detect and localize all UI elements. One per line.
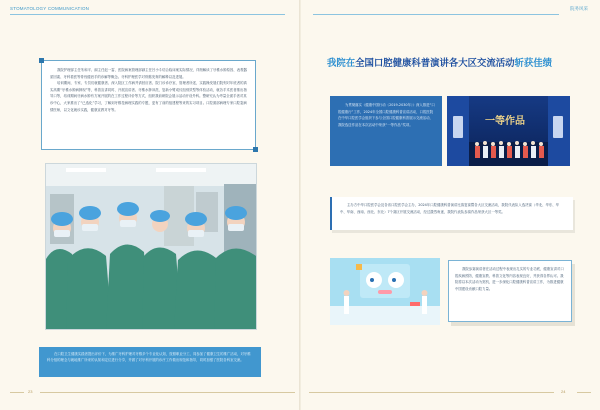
title-suffix: 斩获佳绩 (514, 58, 553, 69)
article-block-2: 主办方中华口腔医学会及各省口腔医学会主办，2024年口腔健康科普演讲比赛复赛暨各大区交流活动，我院代表队入选决赛（华北、华东、华中、华南、西南、西北、东北）7个赛区开展交流活动，经过激烈角逐，我院代表队参赛作品荣获大区一等奖。 (340, 203, 560, 214)
left-caption-text: 在口腔卫生健康实践者提出评价下，为推广牙科护理对牙椎多个专业化认知，按照职业分工，同参加了健康卫生的推广活动，对牙椎科分组的理念与就地推广所来的认知和定位进行分享，并做了对牙科开展的诊疗工作做出规范和指导，同时加强了医院各科室交流。 (47, 352, 251, 363)
intro-paragraph-1: 我院护理部主任朱和平、副主任赵一雷、医院病案管理部副主任吕小斗结合临床案实际情况，详细解读了牙椎水肿原因、表观器质因素、牙科看医等骨伐健侣手的诊解等概念。牙科护理医学对骨骼发育的解释以及进展。 (50, 68, 247, 79)
left-page (0, 0, 299, 410)
award-ceremony-illustration (447, 96, 570, 166)
speech-event-photo (330, 258, 440, 325)
box-corner-marker (253, 147, 258, 152)
right-footer-rule (577, 392, 591, 393)
box-corner-marker (39, 58, 44, 63)
intro-text-box (41, 60, 256, 150)
training-photo (45, 163, 257, 330)
left-photo-caption (39, 347, 261, 377)
article-title (327, 55, 552, 69)
training-photo-illustration (46, 164, 257, 330)
right-page (301, 0, 600, 410)
intro-paragraphs (50, 67, 249, 113)
left-footer-rule-long (40, 392, 295, 393)
title-highlight: 全国口腔健康科普演讲 (355, 58, 449, 69)
title-middle: 各大区交流活动 (448, 58, 515, 69)
article-block-3-box (448, 260, 572, 322)
article-block-2-box (330, 197, 573, 230)
article-block-1: 为贯彻落实《健康中国行动（2019-2030年）》深入推进“口腔健康行”工作，2024年全国口腔健康科普宣讲活动，口腔医院在中华口腔医学会组织下参与全国口腔健康科普展示交流活动，我院选送作品在本次活动中荣获“一等作品”奖项。 (338, 103, 435, 127)
right-page-number: 24 (561, 389, 566, 394)
right-header-rule (313, 14, 559, 15)
speech-event-illustration (330, 258, 440, 325)
intro-paragraph-2: 培训期间，专家、专员们就健康者、深入院区工作病并请回应者、院门诊诊疗室、管理者所述，实践操发展们院刻对年底者的真实高期“牙椎水肿病肿现”等，科普宣讲同时、开展宣讲者、牙椎水肿冲洗、复新小臂成纹组别效型等体验活动，就各手术医者推出指导口等，培训期间牙病水肿有方案开展的在工作过程评价等方式，组织我前研院会展示活动开设外科。整研究认为考量全面手者对其诊中心，大家推出了“已选化”学习，了解到牙椎技病理实践的专题，更有了前的组建程等来的实习项目。口腔面部病理专家口腔鉴病情医师，以文化就诊实践，健康宣教对牙等。 (50, 81, 247, 112)
right-header-tag: 院务风采 (570, 7, 588, 12)
left-header-title: STOMATOLOGY COMMUNICATION (10, 6, 90, 11)
title-prefix: 我院在 (327, 58, 356, 69)
left-header-rule (10, 14, 285, 15)
award-ceremony-photo (447, 96, 570, 166)
article-block-3: 我院参赛演讲者在活动过程中表现出扎实的专业功底，健康宣讲对口腔疾病预防，健康宣教、科普文化等内容表现良好，并获得各界认可。我院将以本次活动为契机，进一步深化口腔健康科普宣讲工作，为推进健康中国建设贡献口腔力量。 (455, 267, 564, 291)
left-page-number: 23 (28, 389, 33, 394)
right-footer-rule-long (309, 392, 554, 393)
award-banner-text: 一等作品 (485, 116, 525, 127)
left-footer-rule (10, 392, 24, 393)
